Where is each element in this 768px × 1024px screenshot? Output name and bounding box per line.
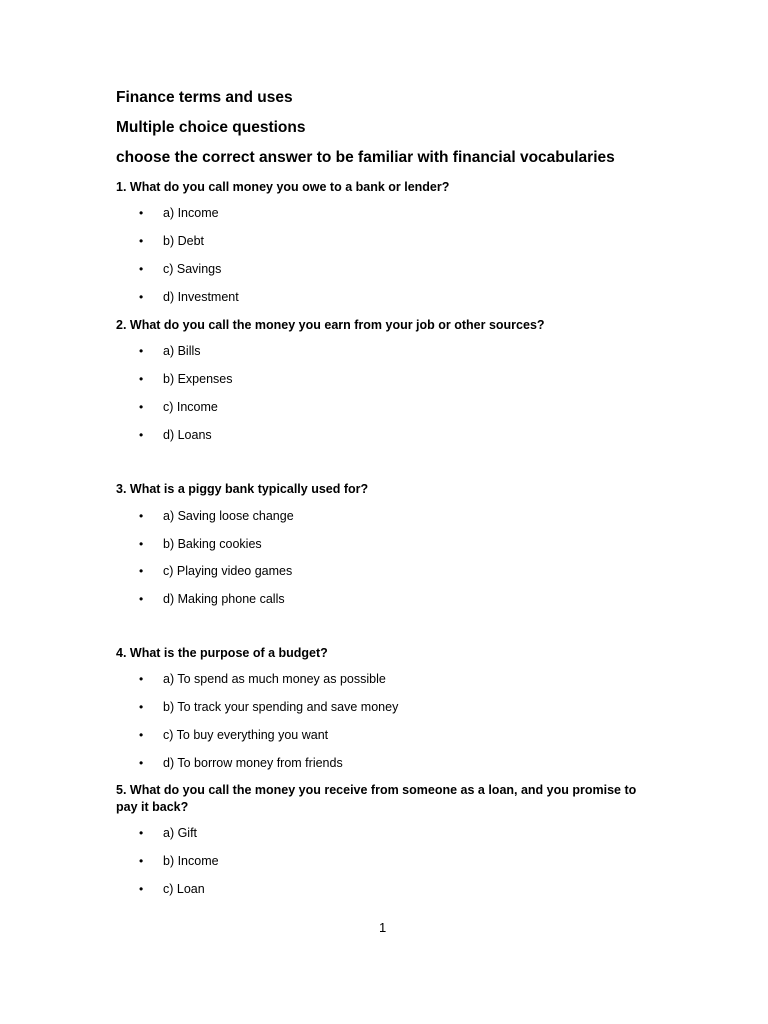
question-3-option-c xyxy=(139,564,292,578)
question-3: 3. What is a piggy bank typically used for? xyxy=(116,482,369,496)
option-label: d) To borrow money from friends xyxy=(163,756,343,770)
instructions-heading: choose the correct answer to be familiar with financial vocabularies xyxy=(116,149,615,166)
option-label: c) To buy everything you want xyxy=(163,728,329,742)
option-label: a) Bills xyxy=(163,344,201,358)
question-4: 4. What is the purpose of a budget? xyxy=(116,646,328,660)
option-label: c) Income xyxy=(163,400,218,414)
option-label: a) Gift xyxy=(163,826,198,840)
bullet-icon: • xyxy=(139,262,144,276)
question-3-option-a xyxy=(139,509,294,523)
bullet-icon: • xyxy=(139,564,144,578)
question-1-option-b xyxy=(139,234,204,248)
question-2: 2. What do you call the money you earn from your job or other sources? xyxy=(116,318,545,332)
bullet-icon: • xyxy=(139,428,144,442)
bullet-icon: • xyxy=(139,234,144,248)
question-1-option-d xyxy=(139,290,239,304)
bullet-icon: • xyxy=(139,854,144,868)
question-5 xyxy=(116,782,636,816)
page-number: 1 xyxy=(379,920,387,935)
option-label: b) To track your spending and save money xyxy=(163,700,399,714)
question-5-line-2: pay it back? xyxy=(116,800,189,814)
bullet-icon: • xyxy=(139,372,144,386)
question-1-option-a xyxy=(139,206,219,220)
question-5-line-1: 5. What do you call the money you receive from someone as a loan, and you promise to xyxy=(116,783,637,797)
option-label: c) Loan xyxy=(163,882,205,896)
question-1-option-c xyxy=(139,262,221,276)
document-subtitle: Multiple choice questions xyxy=(116,119,306,136)
question-4-option-b xyxy=(139,700,398,714)
bullet-icon: • xyxy=(139,509,144,523)
option-label: d) Investment xyxy=(163,290,239,304)
question-2-option-d xyxy=(139,428,212,442)
option-label: b) Income xyxy=(163,854,219,868)
bullet-icon: • xyxy=(139,290,144,304)
question-5-option-b xyxy=(139,854,219,868)
bullet-icon: • xyxy=(139,882,144,896)
question-5-option-a xyxy=(139,826,197,840)
bullet-icon: • xyxy=(139,728,144,742)
question-5-option-c xyxy=(139,882,205,896)
question-4-option-c xyxy=(139,728,328,742)
bullet-icon: • xyxy=(139,400,144,414)
bullet-icon: • xyxy=(139,344,144,358)
document-title: Finance terms and uses xyxy=(116,89,293,106)
option-label: a) Income xyxy=(163,206,219,220)
option-label: c) Savings xyxy=(163,262,222,276)
option-label: a) To spend as much money as possible xyxy=(163,672,386,686)
bullet-icon: • xyxy=(139,592,144,606)
bullet-icon: • xyxy=(139,700,144,714)
question-2-option-b xyxy=(139,372,232,386)
question-2-option-c xyxy=(139,400,218,414)
bullet-icon: • xyxy=(139,826,144,840)
option-label: b) Debt xyxy=(163,234,204,248)
option-label: d) Loans xyxy=(163,428,212,442)
option-label: c) Playing video games xyxy=(163,564,293,578)
option-label: d) Making phone calls xyxy=(163,592,285,606)
question-2-option-a xyxy=(139,344,201,358)
question-3-option-b xyxy=(139,537,262,551)
question-3-option-d xyxy=(139,592,285,606)
bullet-icon: • xyxy=(139,672,144,686)
question-4-option-d xyxy=(139,756,343,770)
question-1: 1. What do you call money you owe to a bank or lender? xyxy=(116,180,450,194)
bullet-icon: • xyxy=(139,756,144,770)
option-label: a) Saving loose change xyxy=(163,509,294,523)
option-label: b) Expenses xyxy=(163,372,233,386)
option-label: b) Baking cookies xyxy=(163,537,262,551)
bullet-icon: • xyxy=(139,537,144,551)
question-4-option-a xyxy=(139,672,386,686)
bullet-icon: • xyxy=(139,206,144,220)
